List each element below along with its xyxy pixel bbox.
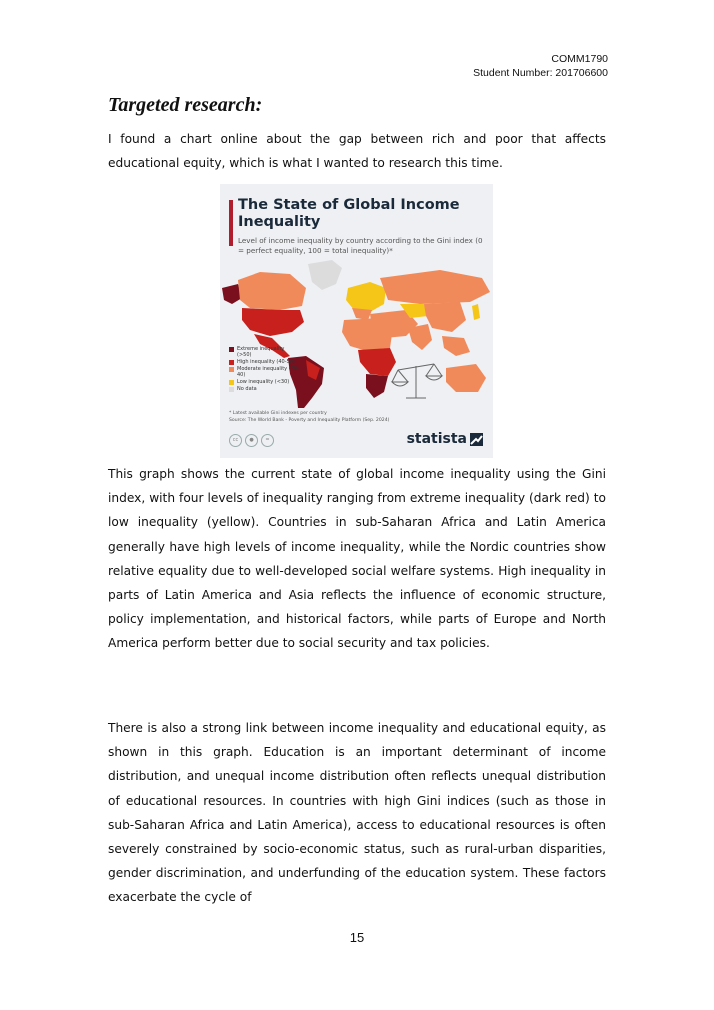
title-accent-bar [229, 200, 233, 246]
analysis-paragraph: This graph shows the current state of global income inequality using the Gini index, with four levels of inequality ranging from extreme inequality (dark red) to low inequality (yellow). Countries in sub-Saharan Africa and Latin America generally have high levels of income inequality, while the Nordic countries show relative equality due to well-developed social welfare systems. High inequality in parts of Latin America and Asia reflects the influence of economic structure, policy implementation, and historical factors, while parts of Europe and North America perform better due to social security and tax policies. [108, 467, 606, 651]
course-code: COMM1790 [551, 53, 608, 65]
legend-label: No data [237, 386, 257, 392]
infographic-title: The State of Global Income Inequality [238, 197, 460, 230]
page-number: 15 [349, 930, 365, 945]
legend-swatch [229, 387, 234, 392]
by-icon: ● [245, 434, 258, 447]
legend-item [229, 346, 299, 358]
intro-paragraph: I found a chart online about the gap between rich and poor that affects educational equity, which is what I wanted to research this time. [108, 132, 606, 171]
scale-icon [392, 364, 442, 398]
license-icons [229, 434, 274, 447]
legend-item [229, 379, 299, 385]
legend-label: Moderate inequality (30-40) [237, 366, 299, 378]
cc-icon: cc [229, 434, 242, 447]
student-number: Student Number: 201706600 [473, 67, 608, 79]
africa-south [366, 374, 388, 398]
infographic-subtitle: Level of income inequality by country according to the Gini index (0 = perfect equality, 100 = total inequality)* [238, 236, 483, 255]
section-heading: Targeted research: [108, 94, 263, 116]
infographic-footnotes [229, 410, 479, 424]
education-link-paragraph: There is also a strong link between income inequality and educational equity, as shown in this graph. Education is an important determinant of income distribution, and unequal income distribution often reflects unequal distribution of educational resources. In countries with high Gini indices (such as those in sub-Saharan Africa and Latin America), access to educational resources is often severely constrained by socio-economic status, such as rural-urban disparities, gender discrimination, and underfunding of the education system. These factors exacerbate the cycle of [108, 721, 606, 905]
brand-name: statista [406, 431, 467, 447]
map-legend [229, 346, 299, 393]
china [424, 302, 466, 332]
legend-label: High inequality (40-50) [237, 359, 295, 365]
usa [242, 308, 304, 336]
southeast-asia [442, 336, 470, 356]
statista-mark-icon [470, 433, 483, 446]
legend-swatch [229, 380, 234, 385]
africa-central [358, 348, 396, 376]
japan [472, 304, 480, 320]
south-asia [408, 324, 432, 350]
australia [446, 364, 486, 392]
footnote: * Latest available Gini indexes per country [229, 411, 327, 416]
source-note: Source: The World Bank - Poverty and Inequality Platform (Sep. 2024) [229, 418, 390, 423]
europe [346, 282, 386, 312]
legend-swatch [229, 367, 234, 372]
legend-swatch [229, 360, 234, 365]
greenland [308, 260, 342, 290]
legend-item [229, 359, 299, 365]
income-inequality-infographic [220, 184, 493, 458]
statista-logo [407, 431, 483, 447]
legend-label: Low inequality (<30) [237, 379, 290, 385]
legend-item [229, 366, 299, 378]
legend-item [229, 386, 299, 392]
nd-icon: = [261, 434, 274, 447]
legend-label: Extreme inequality (>50) [237, 346, 285, 358]
page-header [473, 52, 608, 80]
legend-swatch [229, 347, 234, 352]
russia [380, 270, 490, 304]
canada [238, 272, 306, 310]
europe-south [352, 308, 372, 320]
